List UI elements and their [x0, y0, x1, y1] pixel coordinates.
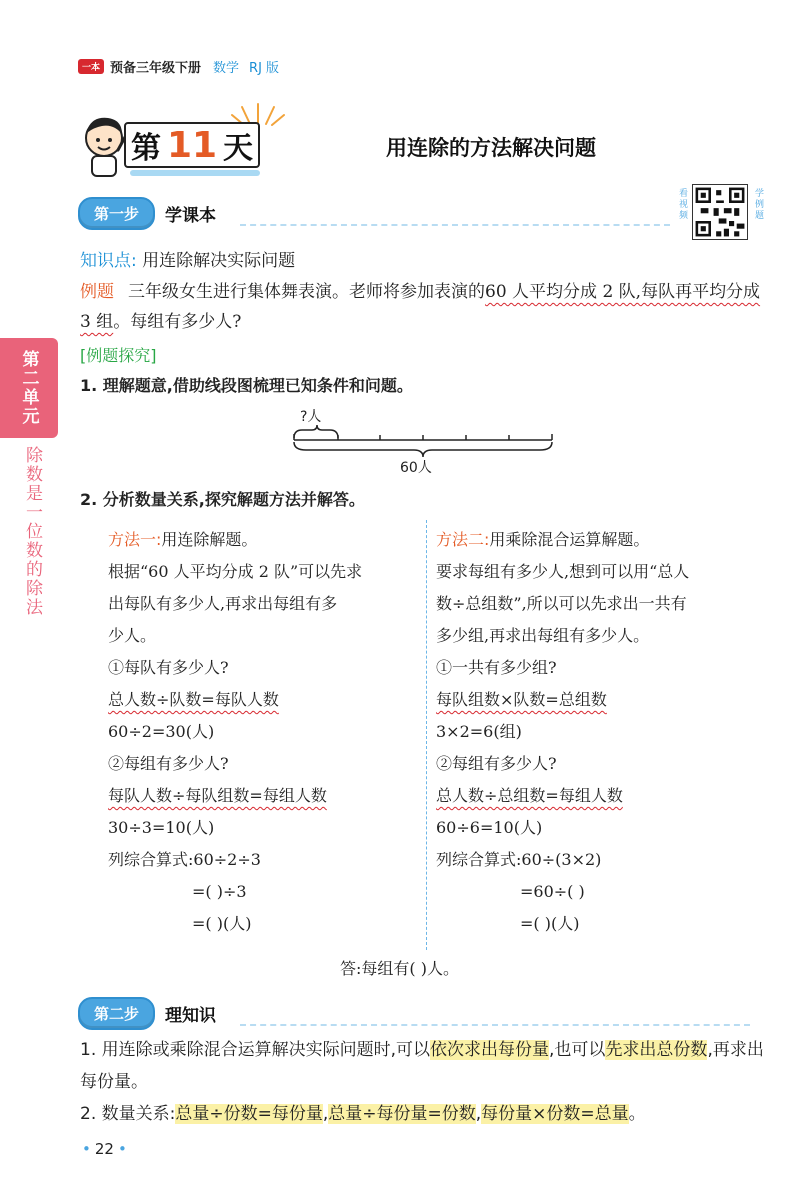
method-two-line: 多少组,再求出每组有多少人。: [436, 626, 650, 645]
qr-left-caption: 看视频: [677, 188, 687, 221]
step-two-pill: 第二步: [78, 997, 155, 1030]
qr-code-icon[interactable]: [692, 184, 748, 240]
method-one-tag: 方法一:: [108, 530, 162, 549]
method-two-question-2: ②每组有多少人?: [436, 754, 557, 773]
methods-panel: [92, 520, 762, 950]
summary-text: 2. 数量关系:: [80, 1104, 176, 1124]
day-prefix: 第: [130, 131, 161, 166]
page-number: [78, 1140, 131, 1158]
bullet-icon: •: [82, 1140, 91, 1158]
method-one-line: 出每队有多少人,再求出每组有多: [108, 594, 338, 613]
method-two-formula-step-2[interactable]: =( )(人): [520, 914, 580, 933]
summary-highlight: 先求出总份数: [605, 1040, 708, 1060]
summary-text: ,再求出每份量: [80, 1040, 764, 1092]
method-two-calc-1: 3×2=6(组): [436, 722, 522, 741]
day-suffix: 天: [223, 131, 254, 166]
book-title: 预备三年级下册: [110, 60, 202, 76]
example-tag: 例题: [80, 282, 114, 302]
segment-graphic: [290, 424, 570, 458]
knowledge-label: 知识点:: [80, 251, 137, 271]
method-two-tag: 方法二:: [436, 530, 490, 549]
lesson-title: 用连除的方法解决问题: [386, 136, 596, 160]
method-one-question-2: ②每组有多少人?: [108, 754, 229, 773]
day-number: 11: [166, 124, 218, 166]
method-two: [436, 524, 756, 940]
example-text-c: 。每组有多少人?: [113, 312, 242, 332]
day-number-box: [124, 122, 260, 168]
method-one-formula-step-2[interactable]: =( )(人): [192, 914, 252, 933]
explore-label: [例题探究]: [80, 346, 157, 365]
step-one-pill: 第一步: [78, 197, 155, 230]
method-two-line: 要求每组有多少人,想到可以用“总人: [436, 562, 690, 581]
page-number-text: 22: [94, 1140, 114, 1158]
method-one-formula: 列综合算式:60÷2÷3: [108, 850, 261, 869]
method-two-title: 用乘除混合运算解题。: [489, 530, 650, 549]
method-two-relation-2: 总人数÷总组数=每组人数: [436, 786, 623, 805]
knowledge-point: [80, 246, 295, 271]
step-one-name: 学课本: [165, 205, 217, 226]
summary-text: 。: [628, 1104, 646, 1124]
diagram-question-label: ?人: [300, 409, 322, 425]
summary-highlight: 依次求出每份量: [430, 1040, 550, 1060]
method-one: [108, 524, 428, 940]
summary-text: ,: [475, 1104, 482, 1124]
method-two-formula: 列综合算式:60÷(3×2): [436, 850, 602, 869]
summary-text: 1. 用连除或乘除混合运算解决实际问题时,可以: [80, 1040, 431, 1060]
method-one-calc-2: 30÷3=10(人): [108, 818, 215, 837]
knowledge-text: 用连除解决实际问题: [142, 251, 296, 271]
summary-text: ,: [322, 1104, 329, 1124]
line-segment-diagram: [290, 404, 570, 484]
unit-side-title: 除数是一位数的除法: [22, 446, 42, 617]
summary-text: 。: [131, 1072, 148, 1092]
method-two-line: 数÷总组数”,所以可以先求出一共有: [436, 594, 687, 613]
summary-highlight: 总量÷份数=每份量: [175, 1104, 323, 1124]
summary-highlight: 总量÷每份量=份数: [328, 1104, 476, 1124]
method-one-relation-2: 每队人数÷每队组数=每组人数: [108, 786, 327, 805]
example-problem: [80, 277, 770, 337]
summary-highlight: 每份量×份数=总量: [481, 1104, 629, 1124]
method-two-question-1: ①一共有多少组?: [436, 658, 557, 677]
method-two-formula-step-1[interactable]: =60÷( ): [520, 882, 585, 901]
step-two-heading: [78, 998, 216, 1028]
method-one-question-1: ①每队有多少人?: [108, 658, 229, 677]
qr-right-caption: 学例题: [753, 188, 763, 221]
qr-code-block: [676, 184, 766, 242]
method-two-calc-2: 60÷6=10(人): [436, 818, 543, 837]
answer-line[interactable]: 答:每组有( )人。: [340, 959, 459, 978]
method-one-relation-1: 总人数÷队数=每队人数: [108, 690, 279, 709]
diagram-total-label: 60人: [400, 460, 432, 476]
day-badge: [78, 98, 268, 180]
step-one-heading: [78, 198, 216, 228]
method-two-relation-1: 每队组数×队数=总组数: [436, 690, 607, 709]
day-underline: [130, 170, 260, 176]
summary-point-2: [80, 1098, 770, 1130]
task-one: 1. 理解题意,借助线段图梳理已知条件和问题。: [80, 376, 413, 395]
publisher-logo: 一本: [78, 59, 104, 74]
method-one-calc-1: 60÷2=30(人): [108, 722, 215, 741]
bullet-icon: •: [117, 1140, 127, 1158]
example-text-a: 三年级女生进行集体舞表演。老师将参加表演的: [128, 282, 485, 302]
subject-label: 数学: [213, 60, 240, 76]
summary-point-1: [80, 1034, 770, 1098]
method-one-formula-step-1[interactable]: =( )÷3: [192, 882, 247, 901]
method-one-title: 用连除解题。: [161, 530, 258, 549]
step-one-divider: [240, 224, 670, 226]
running-header: [78, 56, 279, 76]
step-two-divider: [240, 1024, 750, 1026]
task-two: 2. 分析数量关系,探究解题方法并解答。: [80, 490, 365, 509]
step-two-name: 理知识: [165, 1005, 217, 1026]
unit-side-tab[interactable]: 第二单元: [0, 338, 58, 438]
summary-text: ,也可以: [549, 1040, 606, 1060]
version-label: RJ 版: [249, 60, 280, 76]
method-one-line: 根据“60 人平均分成 2 队”可以先求: [108, 562, 363, 581]
method-one-line: 少人。: [108, 626, 157, 645]
example-key-condition: 60 人平均分成 2 队,每队再平均分成 3 组: [80, 282, 761, 332]
